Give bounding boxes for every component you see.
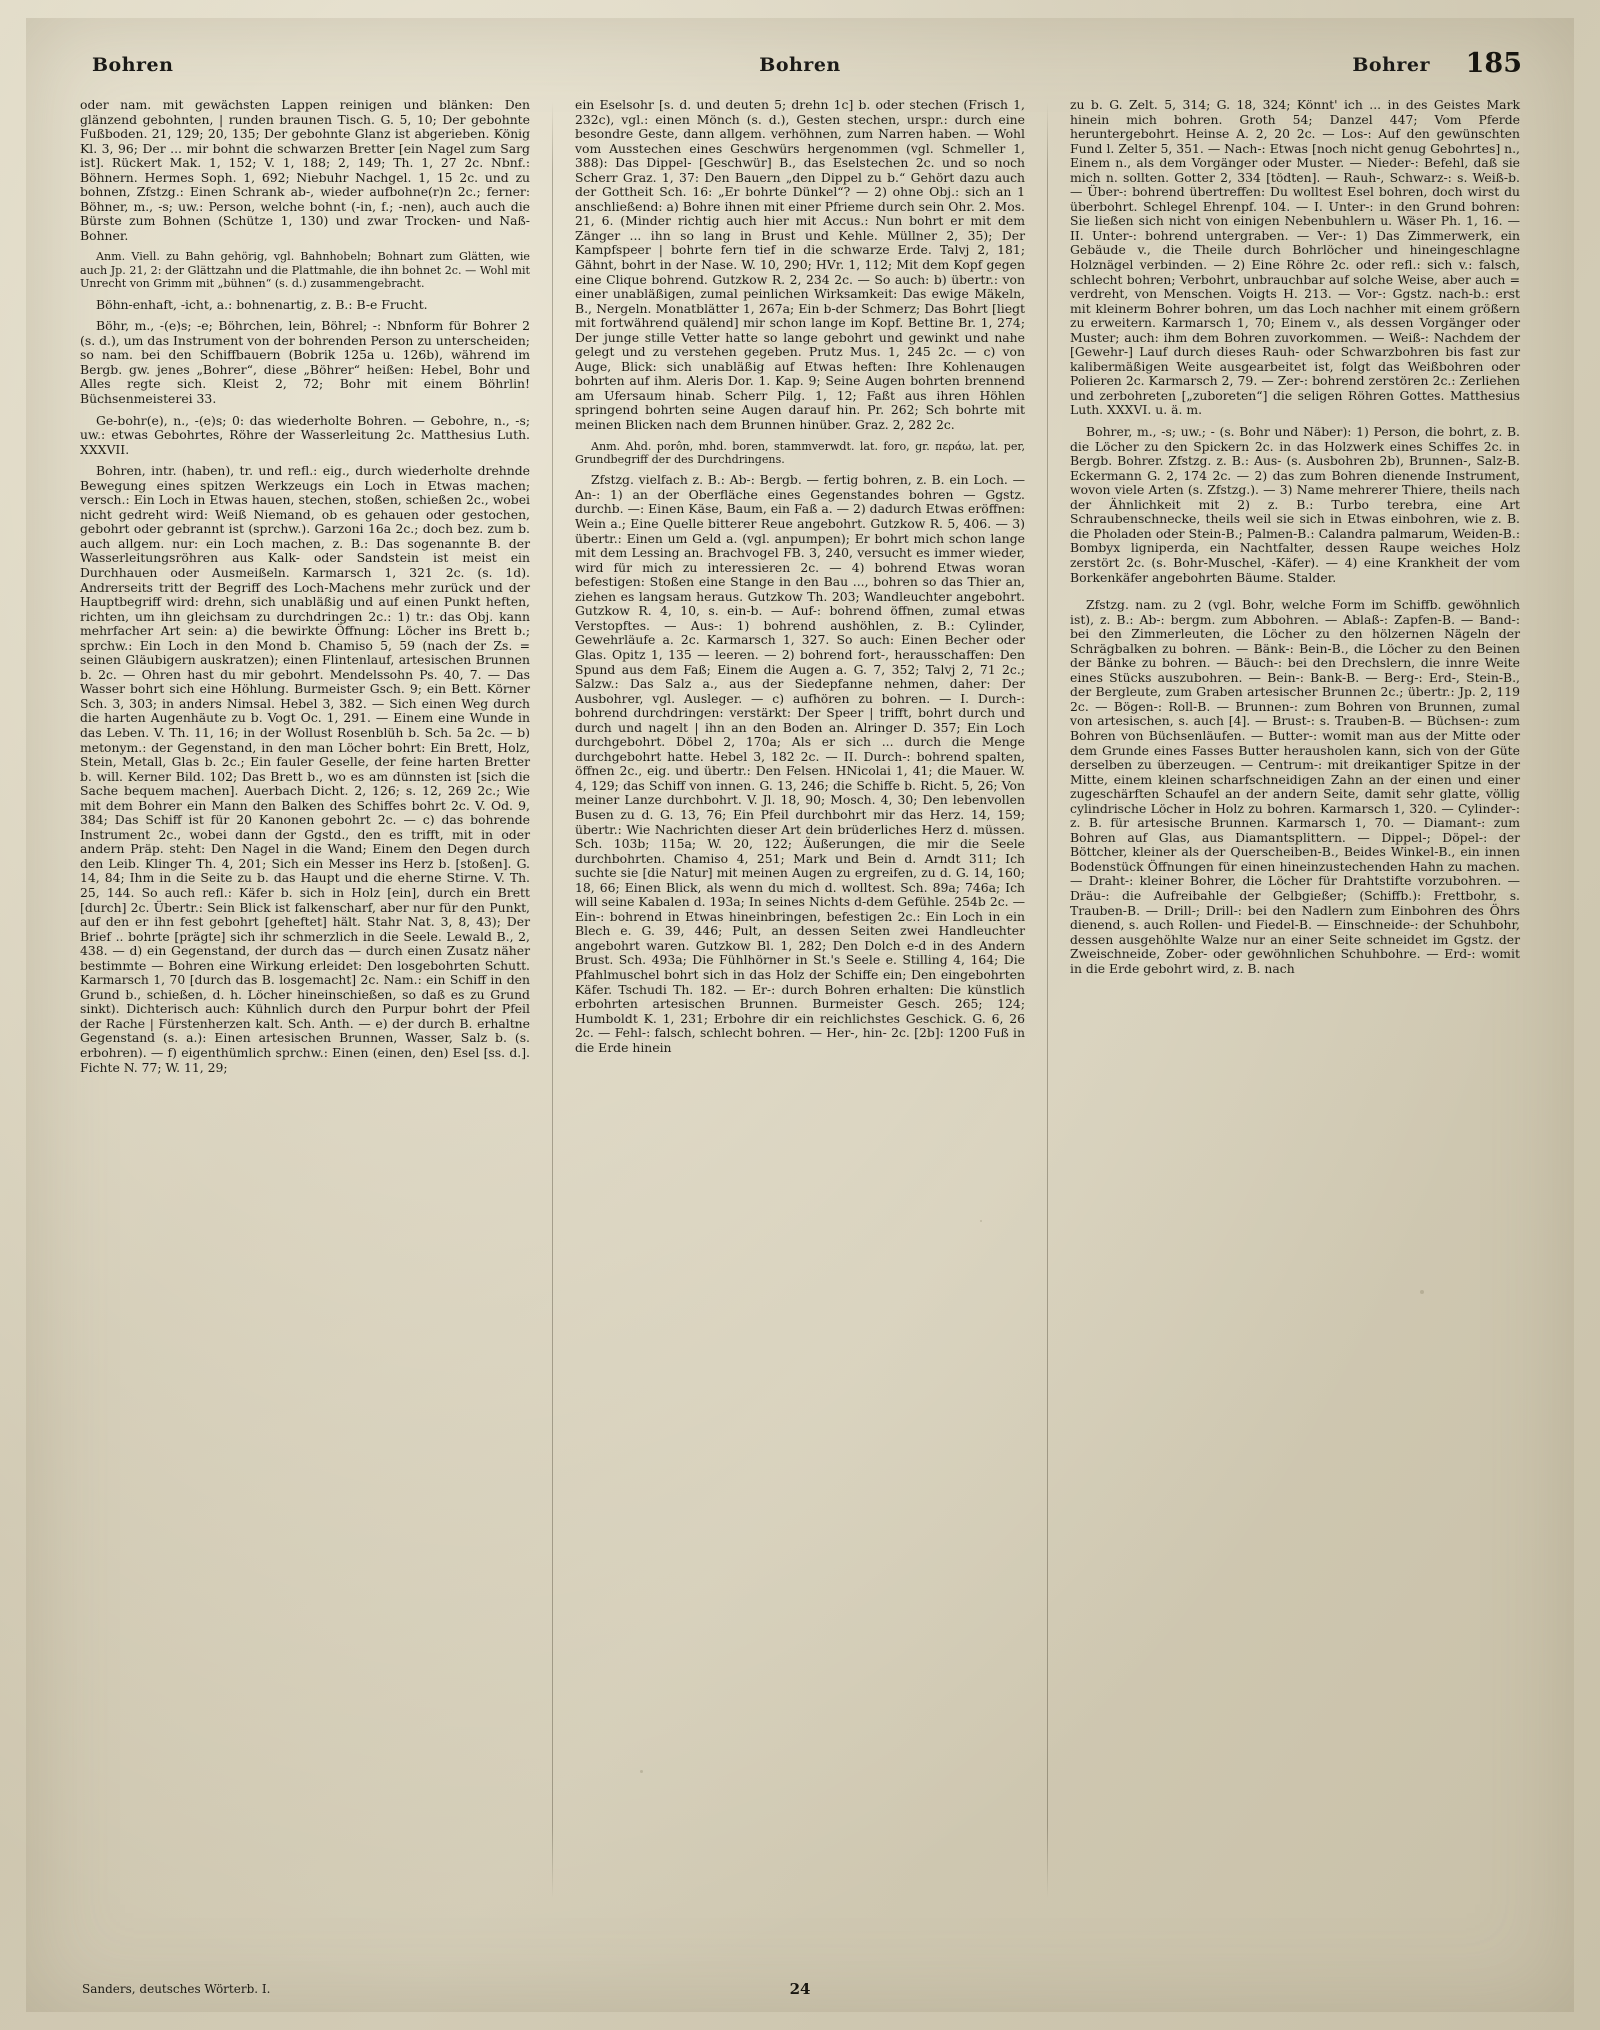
page-footer bbox=[78, 1966, 1522, 1996]
entry-bohren-cont: ein Eselsohr [s. d. und deuten 5; drehn 1c] b. oder stechen (Frisch 1, 232c), vgl.: einen Mönch (s. d.), Gesten stechen, urspr.: durch eine besondre Geste, dann allgem. verhöhnen, zum Narren haben. — Wohl vom Ausstechen eines Geschwürs hergenommen (vgl. Schmeller 1, 388): Das Dippel- [Geschwür] B., das Eselstechen 2c. und so noch Scherr Graz. 1, 37: Den Bauern „den Dippel zu b.“ Gehört dazu auch der Gottheit Sch. 16: „Er bohrte Dünkel“? — 2) ohne Obj.: sich an 1 anschließend: a) Bohre ihnen mit einer Pfrieme durch sein Ohr. 2. Mos. 21, 6. (Minder richtig auch hier mit Accus.: Nun bohrt er mit dem Zänger ... ihn so lang in Brust und Kehle. Müllner 2, 35); Der Kampfspeer | bohrte fern tief in die schwarze Erde. Talvj 2, 181; Gähnt, bohrt in der Nase. W. 10, 290; HVr. 1, 112; Mit dem Kopf gegen eine Clique bohrend. Gutzkow R. 2, 234 2c. — So auch: b) übertr.: von einer unabläßigen, zumal peinlichen Wirksamkeit: Das ewige Mäkeln, B., Nergeln. Monatblätter 1, 267a; Ein b-der Schmerz; Das Bohrt [liegt mit fortwährend quälend] mir schon lange im Kopf. Bettine Br. 1, 274; Der junge stille Vetter hatte so lange gebohrt und gewinkt und nahe gelegt und zu verstehen gegeben. Prutz Mus. 1, 245 2c. — c) von Auge, Blick: sich unabläßig auf Etwas heften: Ihre Kohlenaugen bohrten auf ihm. Aleris Dor. 1. Kap. 9; Seine Augen bohrten brennend am Ufersaum hinab. Scherr Pilg. 1, 12; Faßt aus ihren Höhlen springend bohrten seine Augen darauf hin. Pr. 262; Sch bohrte mit meinen Blicken nach dem Brunnen hinüber. Graz. 2, 282 2c. bbox=[575, 97, 1025, 433]
note-bohnen: Anm. Viell. zu Bahn gehörig, vgl. Bahnhobeln; Bohnart zum Glätten, wie auch Jp. 21, 2: der Glättzahn und die Plattmahle, die ihn bohnet 2c. — Wohl mit Unrecht von Grimm mit „bühnen“ (s. d.) zusammengebracht. bbox=[80, 250, 530, 291]
entry-gebohre: Ge-bohr(e), n., -(e)s; 0: das wiederholte Bohren. — Gebohre, n., -s; uw.: etwas Gebohrtes, Röhre der Wasserleitung 2c. Matthesius Luth. XXXVII. bbox=[80, 412, 530, 457]
running-head-center: Bohren bbox=[759, 54, 841, 76]
column-rule-2 bbox=[1047, 102, 1048, 1898]
text-columns bbox=[78, 98, 1522, 1898]
page-number: 185 bbox=[1465, 48, 1522, 79]
signature-line: Sanders, deutsches Wörterb. I. bbox=[82, 1982, 271, 1996]
column-3 bbox=[1056, 98, 1522, 1898]
entry-boehr: Böhr, m., -(e)s; -e; Böhrchen, lein, Böhrel; -: Nbnform für Bohrer 2 (s. d.), um das Instrument von der bohrenden Person zu unterscheiden; so nam. bei den Schiffbauern (Bobrik 125a u. 126b), während im Bergb. gw. jenes „Bohrer“, diese „Böhrer“ heißen: Hebel, Bohr und Alles regte sich. Kleist 2, 72; Bohr mit einem Böhrlin! Büchsenmeisterei 33. bbox=[80, 318, 530, 406]
running-head bbox=[78, 48, 1522, 92]
compounds-bohrer: Zfstzg. nam. zu 2 (vgl. Bohr, welche Form im Schiffb. gewöhnlich ist), z. B.: Ab-: bergm. zum Abbohren. — Ablaß-: Zapfen-B. — Band-: bei den Zimmerleuten, die Löcher zu den hölzernen Nägeln der Schrägbalken zu bohren. — Bänk-: Bein-B., die Löcher zu den Beinen der Bänke zu bohren. — Bäuch-: bei den Drechslern, die innre Weite eines Stücks auszubohren. — Bein-: Bank-B. — Berg-: Erd-, Stein-B., der Bergleute, zum Graben artesischer Brunnen 2c.; übertr.: Jp. 2, 119 2c. — Bögen-: Roll-B. — Brunnen-: zum Bohren von Brunnen, zumal von artesischen, s. auch [4]. — Brust-: s. Trauben-B. — Büchsen-: zum Bohren von Büchsenläufen. — Butter-: womit man aus der Mitte oder dem Grunde eines Fasses Butter herausholen kann, sich von der Güte derselben zu überzeugen. — Centrum-: mit dreikantiger Spitze in der Mitte, einem kleinen scharfschneidigen Zahn an der einen und einer zugeschärften Schaufel an der andern Seite, damit sehr glatte, völlig cylindrische Löcher in Holz zu bohren. Karmarsch 1, 320. — Cylinder-: z. B. für artesische Brunnen. Karmarsch 1, 70. — Diamant-: zum Bohren auf Glas, aus Diamantsplittern. — Dippel-; Döpel-: der Böttcher, kleiner als der Querscheiben-B., Beides Winkel-B., ein innen Bodenstück Öffnungen für einen hineinzustechenden Hahn zu machen. — Draht-: kleiner Bohrer, die Löcher für Drahtstifte vorzubohren. — Dräu-: die Aufreibahle der Gelbgießer; (Schiffb.): Frettbohr, s. Trauben-B. — Drill-; Drill-: bei den Nadlern zum Einbohren des Öhrs dienend, s. auch Rollen- und Fiedel-B. — Einschneide-: der Schuhbohr, dessen ausgehöhlte Walze nur an einer Seite schneidet im Ggstz. der Zweischneide, Zober- oder gewöhnlichen Schuhbohre. — Erd-: womit in die Erde gebohrt wird, z. B. nach bbox=[1070, 597, 1520, 976]
compounds-bohren: Zfstzg. vielfach z. B.: Ab-: Bergb. — fertig bohren, z. B. ein Loch. — An-: 1) an der Oberfläche eines Gegenstandes bohren — Ggstz. durchb. —: Einen Käse, Baum, ein Faß a. — 2) dadurch Etwas eröffnen: Wein a.; Eine Quelle bitterer Reue angebohrt. Gutzkow R. 5, 406. — 3) übertr.: Einen um Geld a. (vgl. anpumpen); Er bohrt mich schon lange mit dem Lessing an. Brachvogel FB. 3, 240, versucht es immer wieder, wird für mich zu interessieren 2c. — 4) bohrend Etwas woran befestigen: Stoßen eine Stange in den Bau ..., bohren so das Thier an, ziehen es langsam heraus. Gutzkow Th. 203; Wandleuchter angebohrt. Gutzkow R. 4, 10, s. ein-b. — Auf-: bohrend öffnen, zumal etwas Verstopftes. — Aus-: 1) bohrend aushöhlen, z. B.: Cylinder, Gewehrläufe a. 2c. Karmarsch 1, 327. So auch: Einen Becher oder Glas. Opitz 1, 135 — leeren. — 2) bohrend fort-, herausschaffen: Den Spund aus dem Faß; Einem die Augen a. G. 7, 352; Talvj 2, 71 2c.; Salzw.: Das Salz a., aus der Siedepfanne nehmen, daher: Der Ausbohrer, vgl. Ausleger. — c) aufhören zu bohren. — I. Durch-: bohrend durchdringen: verstärkt: Der Speer | trifft, bohrt durch und durch und nagelt | ihn an den Boden an. Alringer D. 357; Ein Loch durchgebohrt. Döbel 2, 170a; Als er sich ... durch die Menge durchgebohrt hatte. Hebel 3, 182 2c. — II. Durch-: bohrend spalten, öffnen 2c., eig. und übertr.: Den Felsen. HNicolai 1, 41; die Mauer. W. 4, 129; das Schiff von innen. G. 13, 246; die Schiffe b. Richt. 5, 26; Von meiner Lanze durchbohrt. V. Jl. 18, 90; Mosch. 4, 30; Den lebenvollen Busen zu d. G. 13, 76; Ein Pfeil durchbohrt mir das Herz. 14, 159; übertr.: Wie Nachrichten dieser Art dein brüderliches Herz d. müssen. Sch. 103b; 115a; W. 20, 122; Äußerungen, die mir die Seele durchbohrten. Chamiso 4, 251; Mark und Bein d. Arndt 311; Ich suchte sie [die Natur] mit meinen Augen zu ergreifen, zu d. G. 14, 160; 18, 66; Einen Blick, als wenn du mich d. wolltest. Sch. 89a; 746a; Ich will seine Kabalen d. 193a; In seines Nichts d-dem Gefühle. 254b 2c. — Ein-: bohrend in Etwas hineinbringen, befestigen 2c.: Ein Loch in ein Blech e. G. 39, 446; Pult, an dessen Seiten zwei Handleuchter angebohrt waren. Gutzkow Bl. 1, 282; Den Dolch e-d in des Andern Brust. Sch. 493a; Die Fühlhörner in St.'s Seele e. Stilling 4, 164; Die Pfahlmuschel bohrt sich in das Holz der Schiffe ein; Den eingebohrten Käfer. Tschudi Th. 182. — Er-: durch Bohren erhalten: Die künstlich erbohrten artesischen Brunnen. Burmeister Gesch. 265; 124; Humboldt K. 1, 231; Erbohre dir ein reichlichstes Geschick. G. 6, 26 2c. — Fehl-: falsch, schlecht bohren. — Her-, hin- 2c. [2b]: 1200 Fuß in die Erde hinein bbox=[575, 472, 1025, 1055]
sheet-number: 24 bbox=[789, 1980, 811, 1998]
column-1 bbox=[78, 98, 544, 1898]
running-head-left: Bohren bbox=[92, 54, 174, 76]
entry-bohnen-cont: oder nam. mit gewächsten Lappen reinigen und blänken: Den glänzend gebohnten, | runden braunen Tisch. G. 5, 10; Der gebohnte Fußboden. 21, 129; 20, 135; Der gebohnte Glanz ist abgerieben. König Kl. 3, 96; Der ... mir bohnt die schwarzen Bretter [ein Nagel zum Sarg ist]. Rückert Mak. 1, 152; V. 1, 188; 2, 149; Th. 1, 27 2c. Nbnf.: Böhnern. Hermes Soph. 1, 692; Niebuhr Nachgel. 1, 15 2c. und zu bohnen, Zfstzg.: Einen Schrank ab-, wieder aufbohne(r)n 2c.; ferner: Böhner, m., -s; uw.: Person, welche bohnt (-in, f.; -nen), auch auch die Bürste zum Bohnen (Schütze 1, 130) und zwar Trocken- und Naß-Bohner. bbox=[80, 97, 530, 243]
compounds-bohren-cont: zu b. G. Zelt. 5, 314; G. 18, 324; Könnt' ich ... in des Geistes Mark hinein mich bohren. Groth 54; Danzel 447; Vom Pferde heruntergebohrt. Heinse A. 2, 20 2c. — Los-: Auf den gewünschten Fund l. Zelter 5, 351. — Nach-: Etwas [noch nicht genug Gebohrtes] n., Einem n., als dem Vorgänger oder Muster. — Nieder-: Befehl, daß sie mich n. sollten. Gotter 2, 334 [tödten]. — Rauh-, Schwarz-: s. Weiß-b. — Über-: bohrend übertreffen: Du wolltest Esel bohren, doch wirst du überbohrt. Schlegel Ehrenpf. 104. — I. Unter-: in den Grund bohren: Sie ließen sich nicht von einigen Nebenbuhlern u. Wäser Ph. 1, 16. — II. Unter-: bohrend untergraben. — Ver-: 1) Das Zimmerwerk, ein Gebäude v., die Theile durch Bohrlöcher und hineingeschlagne Holznägel verbinden. — 2) Eine Röhre 2c. oder refl.: sich v.: falsch, schlecht bohren; Verbohrt, unbrauchbar auf solche Weise, aber auch = verdreht, von Menschen. Voigts H. 213. — Vor-: Ggstz. nach-b.: erst mit kleinerm Bohrer bohren, um das Loch nachher mit einem größern zu erweitern. Karmarsch 1, 70; Einem v., als dessen Vorgänger oder Muster; auch: ihm dem Bohren zuvorkommen. — Weiß-: Nachdem der [Gewehr-] Lauf durch dieses Rauh- oder Schwarzbohren bis fast zur kalibermäßigen Weite ausgearbeitet ist, folgt das Weißbohren oder Polieren 2c. Karmarsch 2, 79. — Zer-: bohrend zerstören 2c.: Zerliehen und zerbohreten [„zuboreten“] die seligen Röhren Gottes. Matthesius Luth. XXXVI. u. ä. m. bbox=[1070, 97, 1520, 418]
entry-boehnenhaft: Böhn-enhaft, -icht, a.: bohnenartig, z. B.: B-e Frucht. bbox=[96, 296, 428, 312]
entry-bohren: Bohren, intr. (haben), tr. und refl.: eig., durch wiederholte drehnde Bewegung eines spitzen Werkzeugs ein Loch in Etwas machen; versch.: Ein Loch in Etwas hauen, stechen, stoßen, schießen 2c., wobei nicht gedreht wird: Weiß Niemand, ob es gehauen oder gestochen, gebohrt oder gebrannt ist (sprchw.). Garzoni 16a 2c.; doch bez. zum b. auch allgem. nur: ein Loch machen, z. B.: Das sogenannte B. der Wasserleitungsröhren aus Kalk- oder Sandstein ist meist ein Durchhauen oder Ausmeißeln. Karmarsch 1, 321 2c. (s. 1d). Andrerseits tritt der Begriff des Loch-Machens mehr zurück und der Hauptbegriff wird: drehn, sich unabläßig und auf einen Punkt heften, richten, um ihn gleichsam zu durchdringen 2c.: 1) tr.: das Obj. kann mehrfacher Art sein: a) die bewirkte Öffnung: Löcher ins Brett b.; sprchw.: Ein Loch in den Mond b. Chamiso 5, 59 (nach der Zs. = seinen Gläubigern auskratzen); einen Flintenlauf, artesischen Brunnen b. 2c. — Ohren hast du mir gebohrt. Mendelssohn Ps. 40, 7. — Das Wasser bohrt sich eine Höhlung. Burmeister Gsch. 9; ein Bett. Körner Sch. 3, 303; in anders Nimsal. Hebel 3, 382. — Sich einen Weg durch die harten Augenhäute zu b. Vogt Oc. 1, 291. — Einem eine Wunde in das Leben. V. Th. 11, 16; in der Wollust Rosenblüh b. Sch. 5a 2c. — b) metonym.: der Gegenstand, in den man Löcher bohrt: Ein Brett, Holz, Stein, Metall, Glas b. 2c.; Ein fauler Geselle, der feine harten Bretter b. will. Kerner Bild. 102; Das Brett b., wo es am dünnsten ist [sich die Sache bequem machen]. Auerbach Dicht. 2, 126; s. 12, 269 2c.; Wie mit dem Bohrer ein Mann den Balken des Schiffes bohrt 2c. V. Od. 9, 384; Das Schiff ist für 20 Kanonen gebohrt 2c. — c) das bohrende Instrument 2c., wobei dann der Ggstd., den es trifft, mit in oder andern Präp. steht: Den Nagel in die Wand; Einem den Degen durch den Leib. Klinger Th. 4, 201; Sich ein Messer ins Herz b. [stoßen]. G. 14, 84; Ihm in die Seite zu b. das Haupt und die eherne Stirne. V. Th. 25, 144. So auch refl.: Käfer b. sich in Holz [ein], durch ein Brett [durch] 2c. Übertr.: Sein Blick ist falkenscharf, aber nur für den Punkt, auf den er ihn fest gebohrt [geheftet] hält. Stahr Nat. 3, 8, 43); Der Brief .. bohrte [prägte] sich ihr schmerzlich in die Seele. Lewald B., 2, 438. — d) ein Gegenstand, der durch das — durch einen Zusatz näher bestimmte — Bohren eine Wirkung erleidet: Den losgebohrten Schutt. Karmarsch 1, 70 [durch das B. losgemacht] 2c. Nam.: ein Schiff in den Grund b., schießen, d. h. Löcher hineinschießen, so daß es zu Grund sinkt). Dichterisch auch: Kühnlich durch den Purpur bohrt der Pfeil der Rache | Fürstenherzen kalt. Sch. Anth. — e) der durch B. erhaltne Gegenstand (s. a.): Einen artesischen Brunnen, Wasser, Salz b. (s. erbohren). — f) eigenthümlich sprchw.: Einen (einen, den) Esel [ss. d.]. Fichte N. 77; W. 11, 29; bbox=[80, 463, 530, 1075]
entry-bohrer: Bohrer, m., -s; uw.; - (s. Bohr und Näber): 1) Person, die bohrt, z. B. die Löcher zu den Spickern 2c. in das Holzwerk eines Schiffes 2c. in Bergb. Bohrer. Zfstzg. z. B.: Aus- (s. Ausbohren 2b), Brunnen-, Salz-B. Eckermann G. 2, 174 2c. — 2) das zum Bohren dienende Instrument, wovon viele Arten (s. Zfstzg.). — 3) Name mehrerer Thiere, theils nach der Ähnlichkeit mit 2) z. B.: Turbo terebra, eine Art Schraubenschnecke, theils weil sie sich in Etwas einbohren, wie z. B. die Pholaden oder Stein-B.; Palmen-B.: Calandra palmarum, Weiden-B.: Bombyx ligniperda, ein Nachtfalter, dessen Raupe weiches Holz zerstört 2c. (s. Bohr-Muschel, -Käfer). — 4) eine Krankheit der vom Borkenkäfer angebohrten Bäume. Stalder. bbox=[1070, 424, 1520, 585]
page-content bbox=[78, 48, 1522, 1982]
column-2 bbox=[561, 98, 1039, 1898]
note-bohren: Anm. Ahd. porôn, mhd. boren, stammverwdt. lat. foro, gr. περάω, lat. per, Grundbegriff der des Durchdringens. bbox=[575, 439, 1025, 466]
running-head-right: Bohrer bbox=[1352, 54, 1430, 76]
column-rule-1 bbox=[552, 102, 553, 1898]
